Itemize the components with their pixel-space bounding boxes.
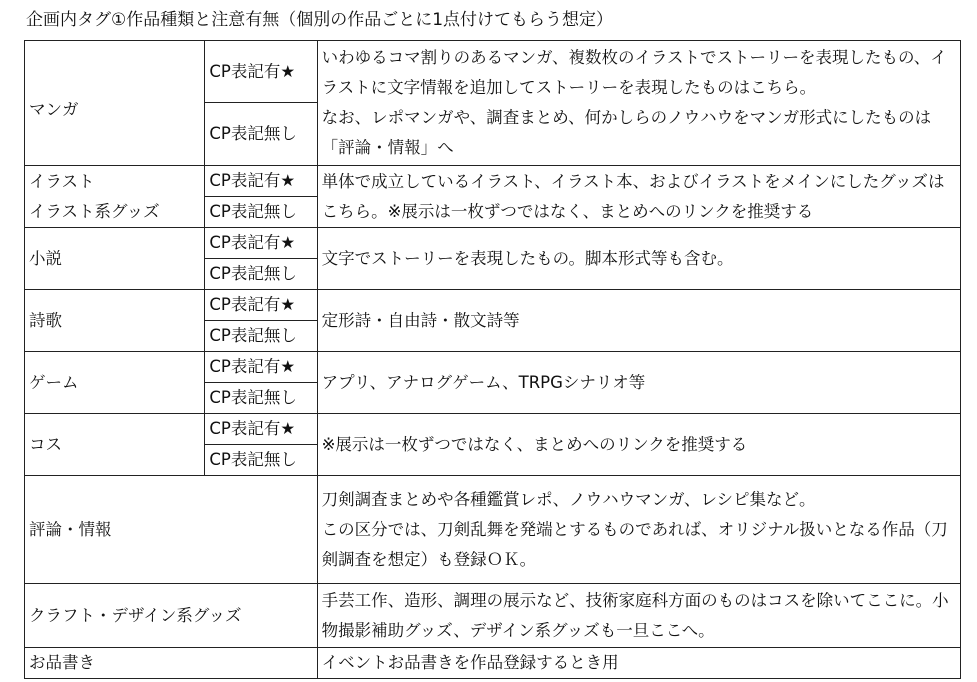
category-illust: イラスト イラスト系グッズ	[25, 166, 205, 228]
category-game: ゲーム	[25, 352, 205, 414]
table-row	[25, 228, 961, 259]
tag-table	[24, 40, 961, 679]
cp-none-label: CP表記無し	[205, 259, 317, 290]
category-manga: マンガ	[25, 41, 205, 166]
cp-star-label: CP表記有★	[205, 228, 317, 259]
page-title: 企画内タグ①作品種類と注意有無（個別の作品ごとに1点付けてもらう想定）	[26, 10, 614, 30]
table-row	[25, 290, 961, 321]
description-game: アプリ、アナログゲーム、TRPGシナリオ等	[317, 352, 960, 414]
cp-none-label: CP表記無し	[205, 197, 317, 228]
description-craft: 手芸工作、造形、調理の展示など、技術家庭科方面のものはコスを除いてここに。小物撮影補助グッズ、デザイン系グッズも一旦ここへ。	[317, 584, 960, 648]
table-row	[25, 414, 961, 445]
cp-star-label: CP表記有★	[205, 290, 317, 321]
description-manga: いわゆるコマ割りのあるマンガ、複数枚のイラストでストーリーを表現したもの、イラストに文字情報を追加してストーリーを表現したものはこちら。 なお、レポマンガや、調査まとめ、何かしらのノウハウをマンガ形式にしたものは「評論・情報」へ	[317, 41, 960, 166]
cp-star-label: CP表記有★	[205, 414, 317, 445]
cp-none-label: CP表記無し	[205, 383, 317, 414]
cp-none-label: CP表記無し	[205, 321, 317, 352]
category-poetry: 詩歌	[25, 290, 205, 352]
cp-none-label: CP表記無し	[205, 103, 317, 166]
category-menu: お品書き	[25, 648, 318, 679]
category-novel: 小説	[25, 228, 205, 290]
table-row	[25, 476, 961, 584]
table-row	[25, 166, 961, 197]
description-illust: 単体で成立しているイラスト、イラスト本、およびイラストをメインにしたグッズはこちら。※展示は一枚ずつではなく、まとめへのリンクを推奨する	[317, 166, 960, 228]
description-novel: 文字でストーリーを表現したもの。脚本形式等も含む。	[317, 228, 960, 290]
table-row	[25, 584, 961, 648]
category-craft: クラフト・デザイン系グッズ	[25, 584, 318, 648]
cp-star-label: CP表記有★	[205, 352, 317, 383]
category-cos: コス	[25, 414, 205, 476]
description-review: 刀剣調査まとめや各種鑑賞レポ、ノウハウマンガ、レシピ集など。 この区分では、刀剣乱舞を発端とするものであれば、オリジナル扱いとなる作品（刀剣調査を想定）も登録ＯＫ。	[317, 476, 960, 584]
cp-none-label: CP表記無し	[205, 445, 317, 476]
category-review: 評論・情報	[25, 476, 318, 584]
description-poetry: 定形詩・自由詩・散文詩等	[317, 290, 960, 352]
description-menu: イベントお品書きを作品登録するとき用	[317, 648, 960, 679]
table-row	[25, 648, 961, 679]
cp-star-label: CP表記有★	[205, 41, 317, 103]
cp-star-label: CP表記有★	[205, 166, 317, 197]
table-row	[25, 41, 961, 103]
table-row	[25, 352, 961, 383]
description-cos: ※展示は一枚ずつではなく、まとめへのリンクを推奨する	[317, 414, 960, 476]
